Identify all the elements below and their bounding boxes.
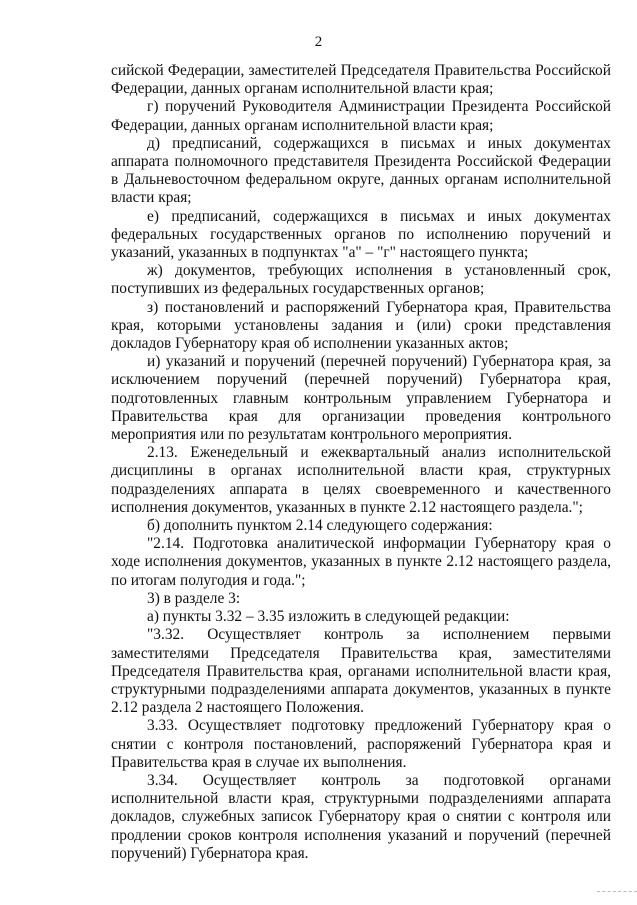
paragraph-item-a: а) пункты 3.32 – 3.35 изложить в следующей редакции: (147, 608, 510, 626)
paragraph-2-13: 2.13. Еженедельный и ежеквартальный анализ исполнительской дисциплины в органах исполнительной власти края, структурных подразделениях аппарата в целях своевременного и качественного исполнения документов, указанных в пункте 2.12 настоящего раздела."; (111, 444, 611, 516)
paragraph-item-d: д) предписаний, содержащихся в письмах и иных документах аппарата полномочного представителя Президента Российской Федерации в Дальневосточном федеральном округе, данных органам исполнительной власти края; (111, 134, 611, 207)
paragraph-3-32: "3.32. Осуществляет контроль за исполнением первыми заместителями Председателя Правительства края, заместителями Председателя Правительства края, органами исполнительной власти края, структурными подразделениями аппарата документов, указанных в пункте 2.12 раздела 2 настоящего Положения. (111, 626, 611, 717)
paragraph-item-e: е) предписаний, содержащихся в письмах и иных документах федеральных государственных органов по исполнению поручений и указаний, указанных в подпунктах "а" – "г" настоящего пункта; (111, 207, 611, 262)
page-number: 2 (314, 34, 323, 50)
paragraph-3-34: 3.34. Осуществляет контроль за подготовкой органами исполнительной власти края, структурными подразделениями аппарата докладов, служебных записок Губернатору края о снятии с контроля или продлении сроков контроля исполнения указаний и поручений (перечней поручений) Губернатора края. (111, 771, 611, 862)
document-body (111, 62, 611, 863)
paragraph-item-i: и) указаний и поручений (перечней поручений) Губернатора края, за исключением поручений (перечней поручений) Губернатора края, подготовленных главным контрольным управлением Губернатора и Правительства края для организации проведения контрольного мероприятия или по результатам контрольного мероприятия. (111, 353, 611, 444)
scan-edge-mark (597, 891, 637, 895)
paragraph-item-g: г) поручений Руководителя Администрации Президента Российской Федерации, данных органам исполнительной власти края; (111, 98, 611, 134)
paragraph-item-b: б) дополнить пунктом 2.14 следующего содержания: (147, 517, 493, 535)
paragraph-continuation: сийской Федерации, заместителей Председателя Правительства Российской Федерации, данных органам исполнительной власти края; (111, 62, 611, 98)
paragraph-2-14: "2.14. Подготовка аналитической информации Губернатору края о ходе исполнения документов, указанных в пункте 2.12 настоящего раздела, по итогам полугодия и года."; (111, 535, 611, 589)
paragraph-item-z: з) постановлений и распоряжений Губернатора края, Правительства края, которыми установлены задания и (или) сроки представления докладов Губернатору края об исполнении указанных актов; (111, 298, 611, 353)
paragraph-item-zh: ж) документов, требующих исполнения в установленный срок, поступивших из федеральных государственных органов; (111, 262, 611, 298)
paragraph-section-3: 3) в разделе 3: (147, 589, 241, 607)
paragraph-3-33: 3.33. Осуществляет подготовку предложений Губернатору края о снятии с контроля постановлений, распоряжений Губернатора края и Правительства края в случае их выполнения. (111, 717, 611, 771)
